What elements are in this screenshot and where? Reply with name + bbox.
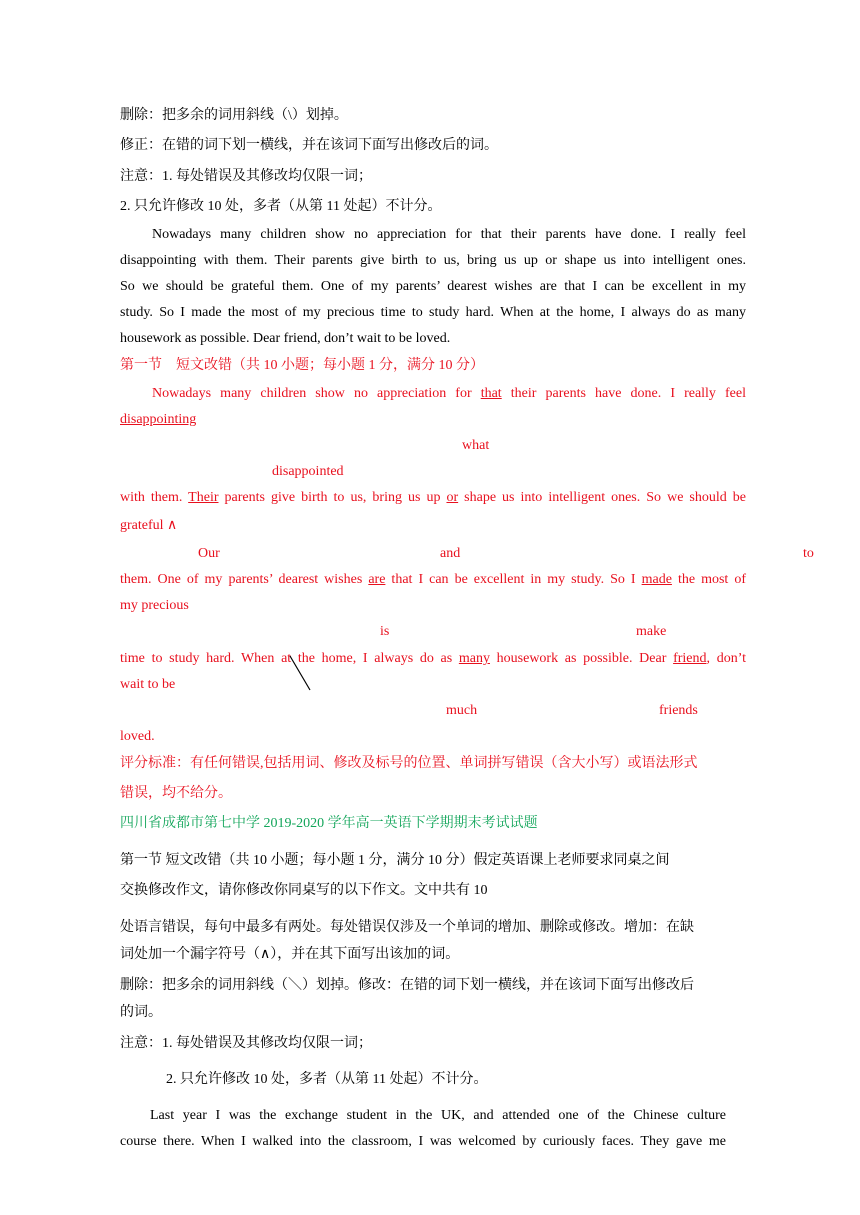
essay-line: Last year I was the exchange student in the UK, and attended one of the Chinese culture	[150, 1108, 726, 1123]
correction-friends: friends	[659, 703, 698, 718]
section2-instruction: 删除：把多余的词用斜线（＼）划掉。修改：在错的词下划一横线，并在该词下面写出修改后	[120, 978, 694, 993]
passage-line: housework as possible. Dear friend, don’t wait to be loved.	[120, 331, 451, 346]
answer-line-3b: my precious	[120, 598, 189, 613]
error-that: that	[480, 386, 502, 401]
section2-instruction: 词处加一个漏字符号（∧），并在其下面写出该加的词。	[120, 947, 460, 962]
note-line-2: 2. 只允许修改 10 处，多者（从第 11 处起）不计分。	[120, 199, 442, 214]
section2-note-1: 注意：1. 每处错误及其修改均仅限一词；	[120, 1036, 372, 1051]
error-disappointing: disappointing	[120, 412, 197, 427]
section2-instruction: 处语言错误，每句中最多有两处。每处错误仅涉及一个单词的增加、删除或修改。增加：在缺	[120, 920, 694, 935]
answer-line-5: loved.	[120, 729, 155, 744]
passage-line: So we should be grateful them. One of my parents’ dearest wishes are that I can be excellent in my	[120, 279, 746, 294]
section2-instruction: 的词。	[120, 1005, 162, 1020]
correction-disappointed: disappointed	[272, 464, 344, 479]
error-or: or	[446, 490, 459, 505]
section2-instruction: 第一节 短文改错（共 10 小题；每小题 1 分，满分 10 分）假定英语课上老师要求同桌之间	[120, 853, 670, 868]
modify-instruction: 修正：在错的词下划一横线，并在该词下面写出修改后的词。	[120, 138, 498, 153]
error-made: made	[641, 572, 672, 587]
grading-standard: 评分标准：有任何错误,包括用词、修改及标号的位置、单词拼写错误（含大小写）或语法形式	[120, 756, 698, 771]
correction-our: Our	[198, 546, 220, 561]
essay-line: course there. When I walked into the classroom, I was welcomed by curiously faces. They gave me	[120, 1134, 726, 1149]
correction-to: to	[803, 546, 814, 561]
error-friend: friend	[673, 651, 707, 666]
passage-line: Nowadays many children show no appreciation for that their parents have done. I really feel	[152, 227, 746, 242]
passage-line: study. So I made the most of my precious time to study hard. When at the home, I always do as many	[120, 305, 746, 320]
correction-make: make	[636, 624, 667, 639]
error-many: many	[458, 651, 490, 666]
answer-line-3: them. One of my parents’ dearest wishes are that I can be excellent in my study. So I made the most of	[120, 572, 746, 587]
correction-what: what	[462, 438, 490, 453]
answer-line-4: time to study hard. When at the home, I always do as many housework as possible. Dear friend, don’t	[120, 651, 746, 666]
answer-line-4b: wait to be	[120, 677, 176, 692]
correction-is: is	[380, 624, 390, 639]
source-title: 四川省成都市第七中学 2019-2020 学年高一英语下学期期末考试试题	[120, 816, 538, 831]
answer-line-2: with them. Their parents give birth to us, bring us up or shape us into intelligent ones. So we should be	[120, 490, 746, 505]
section2-instruction: 交换修改作文，请你修改你同桌写的以下作文。文中共有 10	[120, 883, 488, 898]
grading-standard-cont: 错误，均不给分。	[120, 786, 232, 801]
insert-mark-line: grateful ∧	[120, 518, 178, 533]
error-their: Their	[188, 490, 219, 505]
answer-line-1: Nowadays many children show no appreciation for that their parents have done. I really feel	[152, 386, 746, 401]
delete-slash-mark	[289, 655, 311, 691]
section2-note-2: 2. 只允许修改 10 处，多者（从第 11 处起）不计分。	[166, 1072, 488, 1087]
delete-instruction: 删除：把多余的词用斜线（\）划掉。	[120, 108, 348, 123]
passage-line: disappointing with them. Their parents give birth to us, bring us up or shape us into intelligent ones.	[120, 253, 746, 268]
correction-and: and	[440, 546, 461, 561]
note-line-1: 注意：1. 每处错误及其修改均仅限一词；	[120, 169, 372, 184]
error-are: are	[368, 572, 386, 587]
correction-much: much	[446, 703, 478, 718]
answer-heading: 第一节 短文改错（共 10 小题；每小题 1 分，满分 10 分）	[120, 358, 484, 373]
